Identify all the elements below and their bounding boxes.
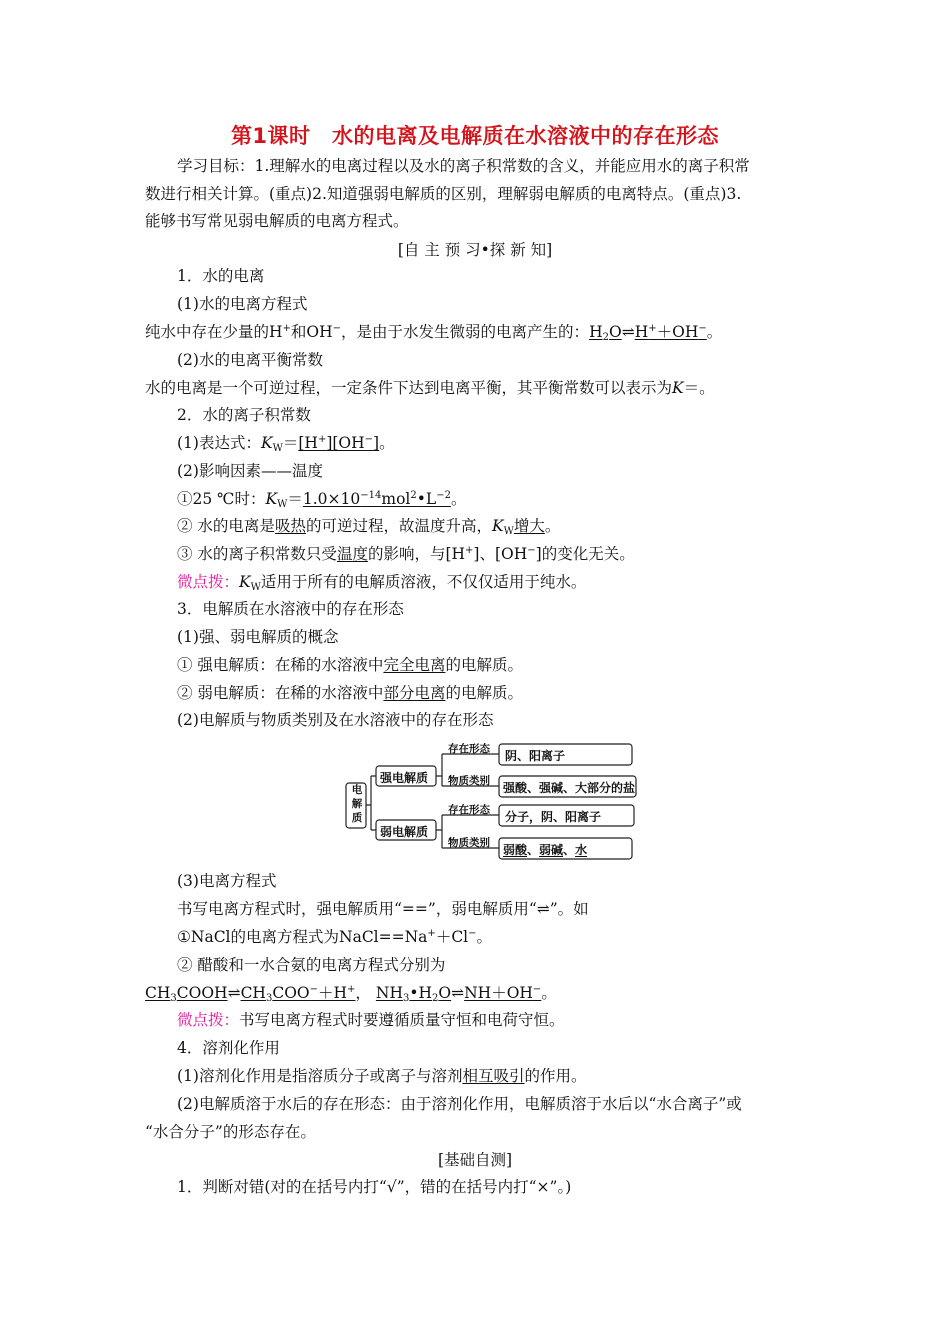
s2-factor: (2)影响因素——温度 <box>177 462 323 480</box>
s3-strong-def: ① 强电解质：在稀的水溶液中完全电离的电解质。 <box>177 656 523 674</box>
strong-exist-value: 阴、阳离子 <box>505 749 566 763</box>
weak-electrolyte-node: 弱电解质 <box>380 825 429 839</box>
s3-heading: 3．电解质在水溶液中的存在形态 <box>177 600 404 618</box>
s1-sub2: (2)水的电离平衡常数 <box>177 351 323 369</box>
strong-class-label: 物质类别 <box>448 775 490 787</box>
s3-sub1: (1)强、弱电解质的概念 <box>177 628 339 646</box>
objectives-line-1: 学习目标：1.理解水的电离过程以及水的离子积常数的含义，并能应用水的离子积常 <box>177 157 750 175</box>
s4-p1: (1)溶剂化作用是指溶质分子或离子与溶剂相互吸引的作用。 <box>177 1067 587 1085</box>
electrolyte-classification-diagram <box>344 738 644 863</box>
s3-acid-intro: ② 醋酸和一水合氨的电离方程式分别为 <box>177 956 446 974</box>
strong-electrolyte-node: 强电解质 <box>380 771 429 785</box>
s2-heading: 2．水的离子积常数 <box>177 406 311 424</box>
s2-point-2: ② 水的电离是吸热的可逆过程，故温度升高，$K_W$增大。 <box>177 517 561 537</box>
s1-constant-text: 水的电离是一个可逆过程，一定条件下达到电离平衡，其平衡常数可以表示为K＝。 <box>145 379 715 397</box>
water-formula: $H_2O$ <box>589 323 622 343</box>
s3-sub2: (2)电解质与物质类别及在水溶液中的存在形态 <box>177 711 494 729</box>
s3-sub3: (3)电离方程式 <box>177 872 277 890</box>
diagram-lines <box>344 738 644 863</box>
weak-class-label: 物质类别 <box>448 837 490 849</box>
weak-exist-value: 分子，阴、阳离子 <box>505 810 602 824</box>
objectives-line-2: 数进行相关计算。(重点)2.知道强弱电解质的区别，理解弱电解质的电离特点。(重点)3. <box>145 185 742 203</box>
weak-exist-label: 存在形态 <box>448 804 490 816</box>
s4-p2-line2: “水合分子”的形态存在。 <box>145 1123 316 1141</box>
s3-equations: $CH_3COOH\rightleftharpoons CH_3COO^-+H^+$， $NH_3•H_2O\rightleftharpoons NH+OH^-$。 <box>145 984 557 1004</box>
s1-heading: 1．水的电离 <box>177 267 265 285</box>
s2-point-3: ③ 水的离子积常数只受温度的影响，与[H+]、[OH−]的变化无关。 <box>177 545 635 563</box>
s3-tip: 微点拨：书写电离方程式时要遵循质量守恒和电荷守恒。 <box>177 1011 565 1029</box>
s2-point-1: ①25 ℃时：$K_W=1.0\times 10^{-14}mol^2•L^{-2}$。 <box>177 490 467 510</box>
s3-nacl: ①NaCl的电离方程式为NaCl==Na+＋Cl−。 <box>177 928 493 946</box>
lesson-title: 第1课时 水的电离及电解质在水溶液中的存在形态 <box>230 124 720 148</box>
s4-heading: 4．溶剂化作用 <box>177 1039 280 1057</box>
s4-p2-line1: (2)电解质溶于水后的存在形态：由于溶剂化作用，电解质溶于水后以“水合离子”或 <box>177 1095 742 1113</box>
s3-rule: 书写电离方程式时，强电解质用“==”，弱电解质用“⇌”。如 <box>177 900 589 918</box>
s2-expression: (1)表达式：$K_W=[H^+][OH^-]$。 <box>177 434 395 454</box>
objectives-line-3: 能够书写常见弱电解质的电离方程式。 <box>145 212 409 230</box>
section-test-heading: [基础自测] <box>437 1151 513 1169</box>
s1-sub1: (1)水的电离方程式 <box>177 295 308 313</box>
s1-ionization-text: 纯水中存在少量的H+和OH−，是由于水发生微弱的电离产生的：$H_2O\rightleftharpoons H^++OH^-$。 <box>145 323 723 343</box>
section-preview-heading: [自 主 预 习•探 新 知] <box>397 241 553 259</box>
question-1: 1．判断对错(对的在括号内打“√”，错的在括号内打“×”。) <box>177 1178 572 1196</box>
root-label: 电 解 质 <box>351 784 363 824</box>
strong-exist-label: 存在形态 <box>448 743 490 755</box>
water-ions: H+＋OH− <box>634 323 707 341</box>
weak-class-value: 弱酸、弱碱、水 <box>503 843 588 857</box>
s3-weak-def: ② 弱电解质：在稀的水溶液中部分电离的电解质。 <box>177 684 523 702</box>
strong-class-value: 强酸、强碱、大部分的盐 <box>503 781 636 795</box>
s2-tip: 微点拨：$K_W$适用于所有的电解质溶液，不仅仅适用于纯水。 <box>177 573 587 593</box>
